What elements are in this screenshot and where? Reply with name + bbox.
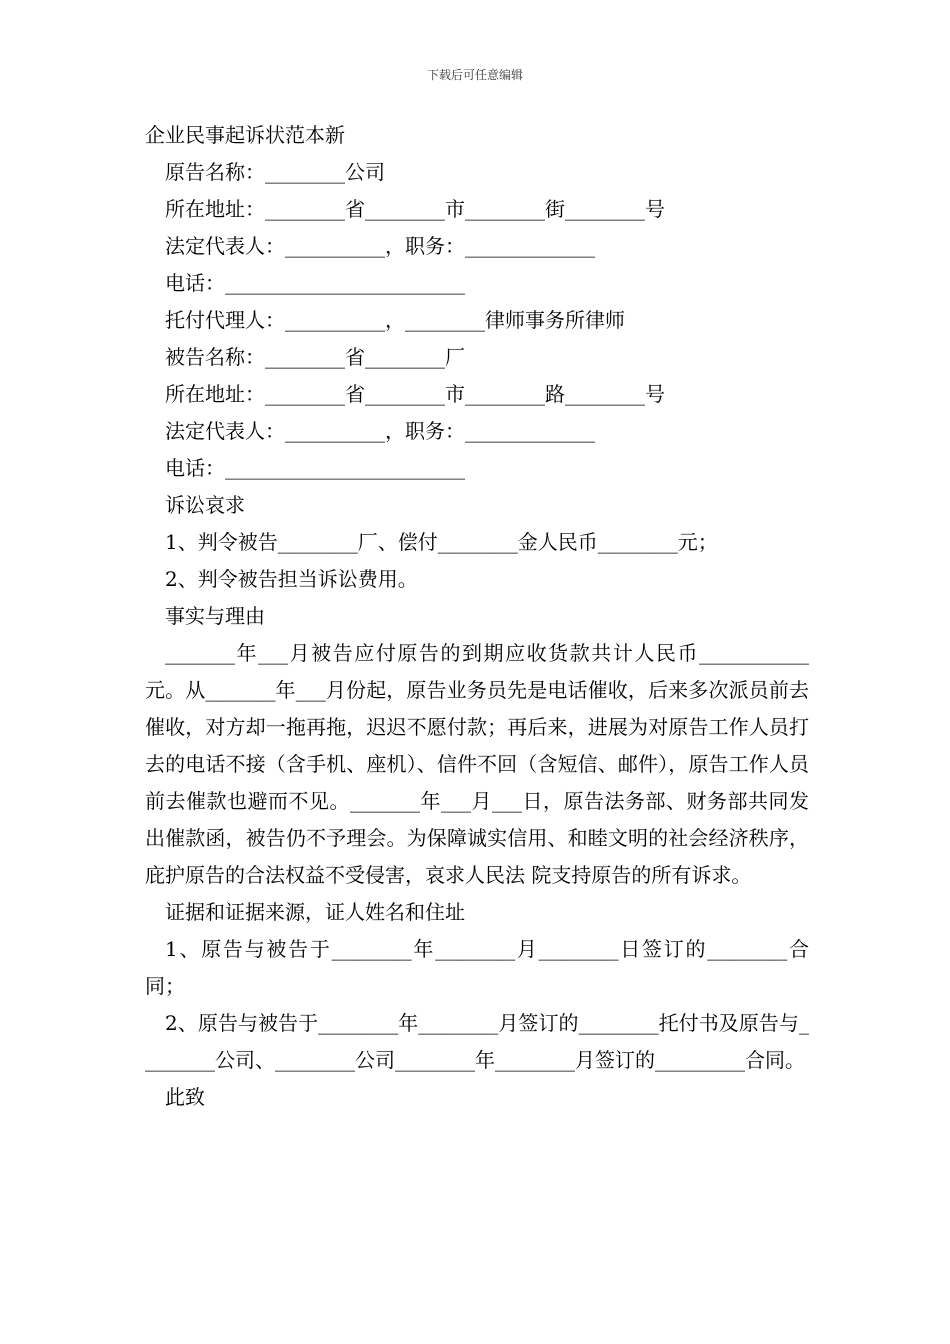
evidence-item-1: 1、原告与被告于________年________月________日签订的________合同； (145, 937, 809, 998)
header-note: 下载后可任意编辑 (426, 68, 523, 82)
complaint-document (145, 117, 809, 1116)
defendant-name-line: 被告名称：________省________厂 (165, 345, 465, 369)
claim-item-2: 2、判令被告担当诉讼费用。 (165, 567, 418, 591)
evidence-item-2: 2、原告与被告于________年________月签订的________托付书及原告与________公司、________公司________年________月签订的_________合同。 (145, 1011, 809, 1072)
defendant-phone-line: 电话：________________________ (165, 456, 465, 480)
claim-item-1: 1、判令被告________厂、偿付________金人民币________元； (165, 530, 718, 554)
closing-salutation: 此致 (165, 1085, 205, 1109)
evidence-heading: 证据和证据来源，证人姓名和住址 (165, 900, 465, 924)
plaintiff-address-line: 所在地址：________省________市________街________号 (165, 197, 665, 221)
plaintiff-legal-rep-line: 法定代表人：__________，职务：_____________ (165, 234, 595, 258)
document-title: 企业民事起诉状范本新 (145, 123, 345, 147)
facts-heading: 事实与理由 (165, 604, 265, 628)
agent-line: 托付代理人：__________，________律师事务所律师 (165, 308, 625, 332)
facts-paragraph: _______年___月被告应付原告的到期应收货款共计人民币___________元。从_______年___月份起，原告业务员先是电话催收，后来多次派员前去催收，对方却一拖再拖，迟迟不愿付款；再后来，进展为对原告工作人员打去的电话不接（含手机、座机）、信件不回（含短信、邮件），原告工作人员前去催款也避而不见。_______年___月___日，原告法务部、财务部共同发出催款函，被告仍不予理会。为保障诚实信用、和睦文明的社会经济秩序，庇护原告的合法权益不受侵害，哀求人民法 院支持原告的所有诉求。 (145, 641, 809, 887)
defendant-address-line: 所在地址：________省________市________路________号 (165, 382, 665, 406)
plaintiff-name-line: 原告名称：________公司 (165, 160, 385, 184)
plaintiff-phone-line: 电话：________________________ (165, 271, 465, 295)
defendant-legal-rep-line: 法定代表人：__________，职务：_____________ (165, 419, 595, 443)
claims-heading: 诉讼哀求 (165, 493, 245, 517)
